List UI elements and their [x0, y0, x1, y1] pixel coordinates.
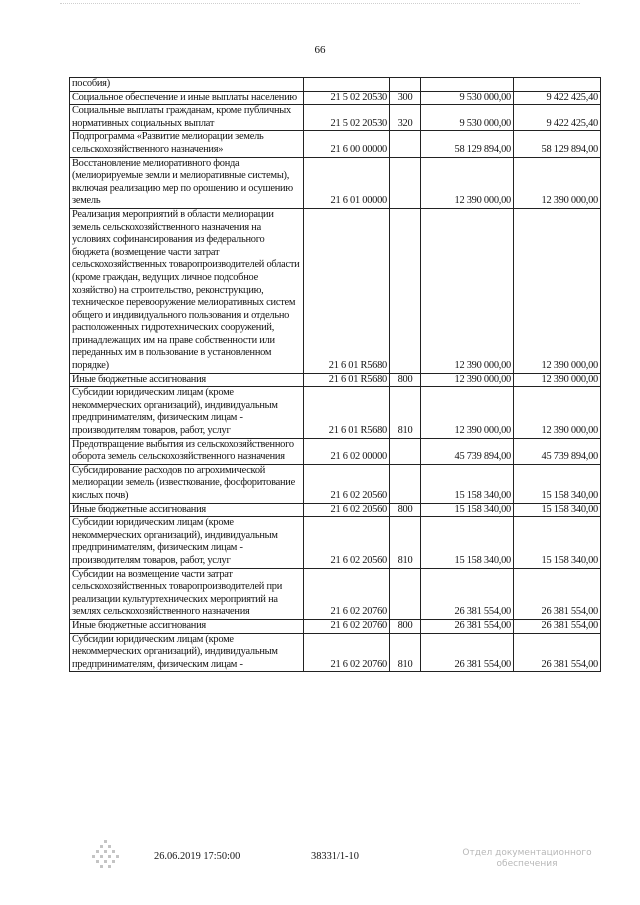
row-expense-type: 320: [390, 105, 421, 131]
row-amount-executed: 15 158 340,00: [514, 517, 601, 568]
budget-table-body: [70, 78, 601, 672]
row-name: Субсидии юридическим лицам (кроме некоммерческих организаций), индивидуальным предпринимателям, физическим лицам - производителям товаров, работ, услуг: [70, 517, 304, 568]
row-expense-type: 800: [390, 619, 421, 633]
row-target-code: 21 6 02 20560: [304, 503, 390, 517]
row-expense-type: 800: [390, 373, 421, 387]
row-expense-type: [390, 568, 421, 619]
table-row: [70, 131, 601, 157]
page-number: 66: [314, 44, 326, 56]
table-row: [70, 568, 601, 619]
row-target-code: 21 6 02 20760: [304, 619, 390, 633]
row-expense-type: 300: [390, 91, 421, 105]
department-stamp: [452, 848, 602, 870]
row-name: Социальное обеспечение и иные выплаты населению: [70, 91, 304, 105]
row-name: Реализация мероприятий в области мелиорации земель сельскохозяйственного назначения на условиях софинансирования из федерального бюджета (возмещение части затрат сельскохозяйственных товаропроизводителей области (кроме граждан, ведущих личное подсобное хозяйство) на строительство, реконструкцию, техническое перевооружение мелиоративных систем общего и индивидуального пользования и отдельно расположенных гидротехнических сооружений, принадлежащих им на праве собственности или переданных им в пользование в установленном порядке): [70, 208, 304, 373]
row-amount-approved: 45 739 894,00: [421, 438, 514, 464]
row-name: Социальные выплаты гражданам, кроме публичных нормативных социальных выплат: [70, 105, 304, 131]
row-name: Субсидии на возмещение части затрат сельскохозяйственных товаропроизводителей при реализации культуртехнических мероприятий на землях сельскохозяйственного назначения: [70, 568, 304, 619]
row-amount-executed: 12 390 000,00: [514, 387, 601, 438]
table-row: [70, 105, 601, 131]
row-name: Иные бюджетные ассигнования: [70, 373, 304, 387]
row-amount-approved: 12 390 000,00: [421, 373, 514, 387]
row-amount-approved: 12 390 000,00: [421, 157, 514, 208]
row-amount-executed: 45 739 894,00: [514, 438, 601, 464]
row-name: Восстановление мелиоративного фонда (мелиорируемые земли и мелиоративные системы), включая реализацию мер по орошению и осушению земель: [70, 157, 304, 208]
row-target-code: 21 6 01 00000: [304, 157, 390, 208]
table-row: [70, 464, 601, 503]
row-name: Субсидии юридическим лицам (кроме некоммерческих организаций), индивидуальным предпринимателям, физическим лицам -: [70, 633, 304, 672]
row-amount-approved: 15 158 340,00: [421, 464, 514, 503]
row-expense-type: [390, 208, 421, 373]
row-amount-approved: 58 129 894,00: [421, 131, 514, 157]
row-target-code: 21 6 02 20560: [304, 517, 390, 568]
row-amount-executed: 26 381 554,00: [514, 619, 601, 633]
footer-datetime: 26.06.2019 17:50:00: [154, 851, 241, 862]
row-amount-executed: 12 390 000,00: [514, 157, 601, 208]
row-target-code: [304, 78, 390, 92]
row-amount-executed: 12 390 000,00: [514, 373, 601, 387]
stamp-line-1: Отдел документационного: [462, 848, 592, 858]
row-amount-approved: 15 158 340,00: [421, 503, 514, 517]
row-name: Иные бюджетные ассигнования: [70, 619, 304, 633]
row-target-code: 21 5 02 20530: [304, 105, 390, 131]
row-amount-executed: 9 422 425,40: [514, 91, 601, 105]
row-amount-approved: 12 390 000,00: [421, 208, 514, 373]
table-row: [70, 503, 601, 517]
table-row: [70, 91, 601, 105]
budget-table: [69, 77, 601, 672]
table-row: [70, 78, 601, 92]
row-amount-approved: 15 158 340,00: [421, 517, 514, 568]
row-target-code: 21 6 02 20560: [304, 464, 390, 503]
table-row: [70, 208, 601, 373]
row-target-code: 21 6 01 R5680: [304, 208, 390, 373]
scan-top-edge: [60, 3, 580, 5]
row-name: Субсидирование расходов по агрохимической мелиорации земель (известкование, фосфоритование кислых почв): [70, 464, 304, 503]
table-row: [70, 387, 601, 438]
row-name: пособия): [70, 78, 304, 92]
table-row: [70, 373, 601, 387]
row-amount-executed: 58 129 894,00: [514, 131, 601, 157]
row-amount-executed: 9 422 425,40: [514, 105, 601, 131]
row-amount-approved: 26 381 554,00: [421, 568, 514, 619]
row-expense-type: [390, 131, 421, 157]
row-amount-executed: 15 158 340,00: [514, 503, 601, 517]
row-target-code: 21 6 00 00000: [304, 131, 390, 157]
row-target-code: 21 6 01 R5680: [304, 387, 390, 438]
row-target-code: 21 5 02 20530: [304, 91, 390, 105]
row-amount-approved: 9 530 000,00: [421, 105, 514, 131]
table-row: [70, 633, 601, 672]
row-expense-type: 800: [390, 503, 421, 517]
row-amount-executed: 26 381 554,00: [514, 568, 601, 619]
row-target-code: 21 6 02 20760: [304, 568, 390, 619]
row-amount-approved: 26 381 554,00: [421, 619, 514, 633]
row-expense-type: 810: [390, 517, 421, 568]
row-amount-approved: 26 381 554,00: [421, 633, 514, 672]
row-amount-approved: 9 530 000,00: [421, 91, 514, 105]
scan-stamp-icon: [90, 838, 124, 872]
row-amount-approved: [421, 78, 514, 92]
row-target-code: 21 6 01 R5680: [304, 373, 390, 387]
row-expense-type: [390, 78, 421, 92]
row-target-code: 21 6 02 20760: [304, 633, 390, 672]
table-row: [70, 517, 601, 568]
row-expense-type: 810: [390, 633, 421, 672]
row-name: Иные бюджетные ассигнования: [70, 503, 304, 517]
row-amount-approved: 12 390 000,00: [421, 387, 514, 438]
table-row: [70, 438, 601, 464]
row-expense-type: [390, 157, 421, 208]
row-expense-type: 810: [390, 387, 421, 438]
stamp-line-2: обеспечения: [496, 859, 558, 869]
table-row: [70, 157, 601, 208]
row-expense-type: [390, 464, 421, 503]
row-name: Субсидии юридическим лицам (кроме некоммерческих организаций), индивидуальным предпринимателям, физическим лицам - производителям товаров, работ, услуг: [70, 387, 304, 438]
row-amount-executed: 26 381 554,00: [514, 633, 601, 672]
row-amount-executed: 15 158 340,00: [514, 464, 601, 503]
row-amount-executed: 12 390 000,00: [514, 208, 601, 373]
row-target-code: 21 6 02 00000: [304, 438, 390, 464]
row-name: Подпрограмма «Развитие мелиорации земель сельскохозяйственного назначения»: [70, 131, 304, 157]
row-name: Предотвращение выбытия из сельскохозяйственного оборота земель сельскохозяйственного назначения: [70, 438, 304, 464]
row-expense-type: [390, 438, 421, 464]
table-row: [70, 619, 601, 633]
row-amount-executed: [514, 78, 601, 92]
footer-doc-number: 38331/1-10: [311, 851, 359, 862]
